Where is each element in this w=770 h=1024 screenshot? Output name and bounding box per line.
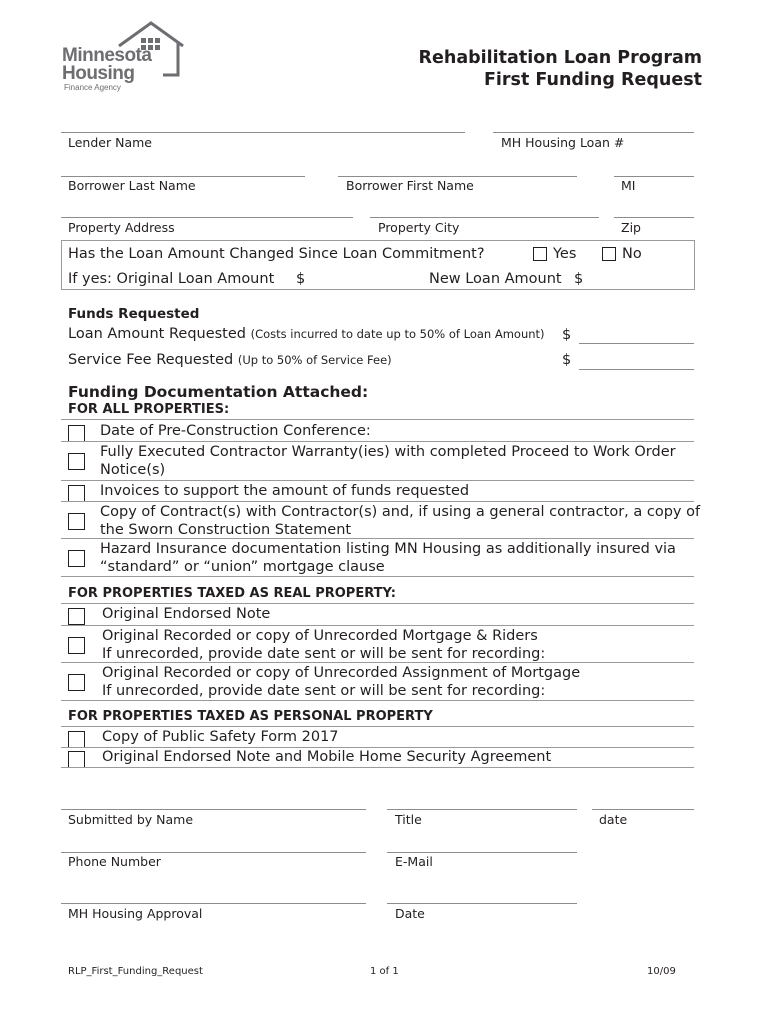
real-property-item-text: If unrecorded, provide date sent or will be sent for recording: xyxy=(102,645,546,662)
submitted-by-label: Submitted by Name xyxy=(68,812,194,827)
all-properties-item-text: the Sworn Construction Statement xyxy=(100,521,352,538)
property-address-label: Property Address xyxy=(68,220,175,235)
real-property-item-text: Original Endorsed Note xyxy=(102,606,271,622)
personal-property-item-text: Copy of Public Safety Form 2017 xyxy=(102,729,339,745)
personal-property-item-checkbox[interactable] xyxy=(68,751,85,768)
funds-heading: Funds Requested xyxy=(68,306,200,322)
real-property-item-checkbox[interactable] xyxy=(68,674,85,691)
new-dollar: $ xyxy=(574,271,584,287)
personal-property-heading: FOR PROPERTIES TAXED AS PERSONAL PROPERTY xyxy=(68,709,433,724)
footer-center: 1 of 1 xyxy=(370,966,399,977)
borrower-last-line[interactable] xyxy=(61,176,305,177)
property-city-label: Property City xyxy=(378,220,460,235)
original-amount-label: If yes: Original Loan Amount xyxy=(68,271,275,287)
original-dollar: $ xyxy=(296,271,306,287)
row-divider xyxy=(61,576,694,577)
mh-loan-line[interactable] xyxy=(493,132,694,133)
new-amount-label: New Loan Amount xyxy=(429,271,562,287)
no-label: No xyxy=(622,246,642,262)
row-divider xyxy=(61,700,694,701)
footer-left: RLP_First_Funding_Request xyxy=(68,966,203,977)
phone-line[interactable] xyxy=(61,852,366,853)
yes-checkbox[interactable] xyxy=(533,247,547,261)
row-divider xyxy=(61,662,694,663)
borrower-last-label: Borrower Last Name xyxy=(68,178,196,193)
real-property-item-checkbox[interactable] xyxy=(68,608,85,625)
real-property-item-text: If unrecorded, provide date sent or will be sent for recording: xyxy=(102,682,546,699)
property-city-line[interactable] xyxy=(370,217,599,218)
zip-label: Zip xyxy=(621,220,641,235)
service-fee-label: Service Fee Requested xyxy=(68,352,234,368)
service-fee-note: (Up to 50% of Service Fee) xyxy=(237,353,392,367)
borrower-first-label: Borrower First Name xyxy=(346,178,474,193)
row-divider xyxy=(61,625,694,626)
title-line[interactable] xyxy=(387,809,577,810)
property-address-line[interactable] xyxy=(61,217,353,218)
all-properties-item-text: Copy of Contract(s) with Contractor(s) and, if using a general contractor, a copy of xyxy=(100,504,701,520)
personal-property-item-text: Original Endorsed Note and Mobile Home Security Agreement xyxy=(102,749,552,765)
logo-line3: Finance Agency xyxy=(64,83,121,92)
row-divider xyxy=(61,480,694,481)
mh-loan-label: MH Housing Loan # xyxy=(501,135,625,150)
row-divider xyxy=(61,726,694,727)
date-label: date xyxy=(599,812,628,827)
all-properties-item-text: Notice(s) xyxy=(100,461,166,478)
row-divider xyxy=(61,538,694,539)
all-properties-heading: FOR ALL PROPERTIES: xyxy=(68,402,230,417)
row-divider xyxy=(61,419,694,420)
all-properties-item-checkbox[interactable] xyxy=(68,485,85,502)
real-property-heading: FOR PROPERTIES TAXED AS REAL PROPERTY: xyxy=(68,586,396,601)
all-properties-item-text: Fully Executed Contractor Warranty(ies) with completed Proceed to Work Order xyxy=(100,444,676,460)
fee-amount-line[interactable] xyxy=(579,369,694,370)
approval-date-line[interactable] xyxy=(387,903,577,904)
mi-label: MI xyxy=(621,178,636,193)
zip-line[interactable] xyxy=(614,217,694,218)
fee-dollar: $ xyxy=(562,352,572,368)
all-properties-item-checkbox[interactable] xyxy=(68,550,85,567)
row-divider xyxy=(61,747,694,748)
approval-line[interactable] xyxy=(61,903,366,904)
loan-requested xyxy=(68,326,545,342)
all-properties-item-text: Date of Pre-Construction Conference: xyxy=(100,423,371,439)
real-property-item-text: Original Recorded or copy of Unrecorded Mortgage & Riders xyxy=(102,628,538,644)
yes-label: Yes xyxy=(553,246,577,262)
all-properties-item-checkbox[interactable] xyxy=(68,453,85,470)
loan-change-question: Has the Loan Amount Changed Since Loan Commitment? xyxy=(68,246,485,262)
lender-name-label: Lender Name xyxy=(68,135,152,150)
personal-property-item-checkbox[interactable] xyxy=(68,731,85,748)
approval-label: MH Housing Approval xyxy=(68,906,203,921)
loan-amount-line[interactable] xyxy=(579,343,694,344)
approval-date-label: Date xyxy=(395,906,425,921)
all-properties-item-checkbox[interactable] xyxy=(68,513,85,530)
logo xyxy=(60,20,185,95)
date-line[interactable] xyxy=(592,809,694,810)
row-divider xyxy=(61,441,694,442)
submitted-by-line[interactable] xyxy=(61,809,366,810)
docs-heading: Funding Documentation Attached: xyxy=(68,383,369,401)
row-divider xyxy=(61,501,694,502)
logo-line2: Housing xyxy=(62,63,135,84)
email-label: E-Mail xyxy=(395,854,433,869)
mi-line[interactable] xyxy=(614,176,694,177)
loan-dollar: $ xyxy=(562,327,572,343)
footer-right: 10/09 xyxy=(647,966,676,977)
service-fee xyxy=(68,352,392,368)
real-property-item-checkbox[interactable] xyxy=(68,637,85,654)
all-properties-item-text: Hazard Insurance documentation listing MN Housing as additionally insured via xyxy=(100,541,676,557)
borrower-first-line[interactable] xyxy=(338,176,577,177)
logo-line1: Minnesota xyxy=(62,45,152,66)
title-line1: Rehabilitation Loan Program xyxy=(418,48,702,68)
title-line2: First Funding Request xyxy=(483,70,702,90)
lender-name-line[interactable] xyxy=(61,132,465,133)
loan-requested-note: (Costs incurred to date up to 50% of Loan Amount) xyxy=(250,327,545,341)
real-property-item-text: Original Recorded or copy of Unrecorded Assignment of Mortgage xyxy=(102,665,581,681)
loan-requested-label: Loan Amount Requested xyxy=(68,326,246,342)
title-label: Title xyxy=(395,812,422,827)
row-divider xyxy=(61,603,694,604)
all-properties-item-checkbox[interactable] xyxy=(68,425,85,442)
row-divider xyxy=(61,767,694,768)
phone-label: Phone Number xyxy=(68,854,161,869)
all-properties-item-text: Invoices to support the amount of funds requested xyxy=(100,483,470,499)
all-properties-item-text: “standard” or “union” mortgage clause xyxy=(100,558,385,575)
email-line[interactable] xyxy=(387,852,577,853)
no-checkbox[interactable] xyxy=(602,247,616,261)
